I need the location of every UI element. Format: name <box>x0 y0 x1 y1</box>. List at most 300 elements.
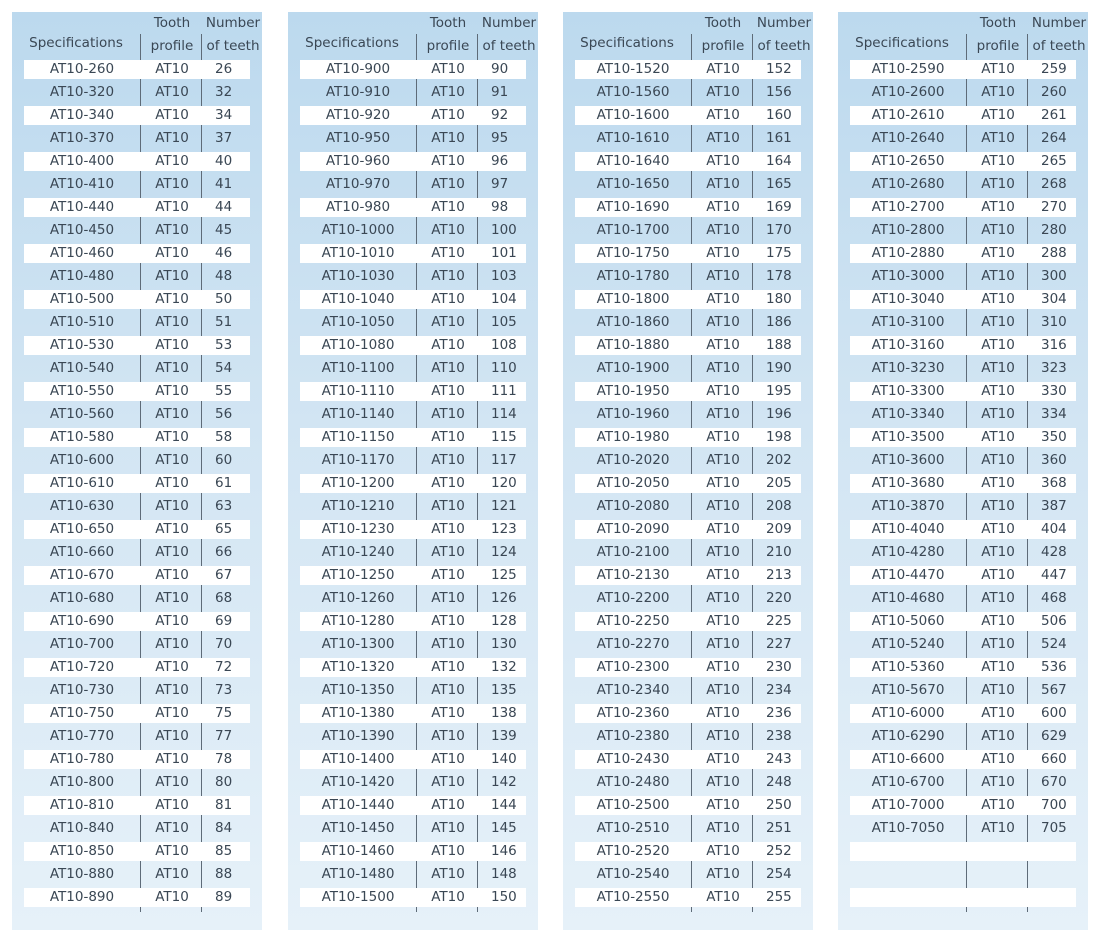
spec-cell: AT10-6290 <box>871 728 945 744</box>
spec-cell: AT10-1250 <box>321 567 395 583</box>
teeth-cell: 252 <box>766 843 792 859</box>
teeth-cell: 600 <box>1041 705 1067 721</box>
profile-cell: AT10 <box>706 337 740 353</box>
header-specifications: Specifications <box>580 35 674 51</box>
spec-cell: AT10-2510 <box>596 820 670 836</box>
profile-cell: AT10 <box>706 498 740 514</box>
teeth-cell: 135 <box>491 682 517 698</box>
profile-cell: AT10 <box>981 314 1015 330</box>
teeth-cell: 180 <box>766 291 792 307</box>
teeth-cell: 254 <box>766 866 792 882</box>
teeth-cell: 67 <box>215 567 233 583</box>
teeth-cell: 128 <box>491 613 517 629</box>
profile-cell: AT10 <box>981 544 1015 560</box>
spec-cell: AT10-4280 <box>871 544 945 560</box>
profile-cell: AT10 <box>981 199 1015 215</box>
spec-cell: AT10-690 <box>49 613 115 629</box>
profile-cell: AT10 <box>155 222 189 238</box>
profile-cell: AT10 <box>155 360 189 376</box>
profile-cell: AT10 <box>155 705 189 721</box>
spec-cell: AT10-500 <box>49 291 115 307</box>
spec-cell: AT10-1650 <box>596 176 670 192</box>
spec-cell: AT10-1960 <box>596 406 670 422</box>
profile-cell: AT10 <box>981 337 1015 353</box>
spec-cell: AT10-1690 <box>596 199 670 215</box>
table-row <box>838 196 1088 219</box>
spec-cell: AT10-2050 <box>596 475 670 491</box>
profile-cell: AT10 <box>155 682 189 698</box>
teeth-cell: 387 <box>1041 498 1067 514</box>
spec-cell: AT10-460 <box>49 245 115 261</box>
profile-cell: AT10 <box>431 521 465 537</box>
spec-cell: AT10-3680 <box>871 475 945 491</box>
table-row <box>288 150 538 173</box>
table-header <box>288 12 538 58</box>
profile-cell: AT10 <box>981 774 1015 790</box>
table-row <box>838 472 1088 495</box>
table-row <box>12 725 262 748</box>
header-specifications: Specifications <box>305 35 399 51</box>
table-row <box>838 541 1088 564</box>
spec-cell: AT10-630 <box>49 498 115 514</box>
profile-cell: AT10 <box>706 521 740 537</box>
teeth-cell: 334 <box>1041 406 1067 422</box>
spec-cell: AT10-660 <box>49 544 115 560</box>
spec-cell: AT10-1460 <box>321 843 395 859</box>
profile-cell: AT10 <box>155 84 189 100</box>
table-row <box>563 725 813 748</box>
table-row <box>838 426 1088 449</box>
table-row <box>288 265 538 288</box>
table-row <box>12 288 262 311</box>
spec-cell: AT10-340 <box>49 107 115 123</box>
teeth-cell: 140 <box>491 751 517 767</box>
profile-cell: AT10 <box>706 475 740 491</box>
profile-cell: AT10 <box>155 866 189 882</box>
profile-cell: AT10 <box>155 268 189 284</box>
teeth-cell: 227 <box>766 636 792 652</box>
teeth-cell: 40 <box>215 153 233 169</box>
teeth-cell: 78 <box>215 751 233 767</box>
spec-cell: AT10-1880 <box>596 337 670 353</box>
table-row <box>288 863 538 886</box>
header-tooth-profile-line1: Tooth <box>429 15 467 31</box>
teeth-cell: 238 <box>766 728 792 744</box>
spec-cell: AT10-1390 <box>321 728 395 744</box>
spec-cell: AT10-2130 <box>596 567 670 583</box>
table-row <box>12 564 262 587</box>
profile-cell: AT10 <box>431 222 465 238</box>
teeth-cell: 368 <box>1041 475 1067 491</box>
teeth-cell: 234 <box>766 682 792 698</box>
table-row <box>288 495 538 518</box>
table-row <box>12 449 262 472</box>
table-header <box>563 12 813 58</box>
table-row <box>12 357 262 380</box>
spec-cell: AT10-3300 <box>871 383 945 399</box>
table-row <box>288 702 538 725</box>
spec-cell: AT10-400 <box>49 153 115 169</box>
teeth-cell: 700 <box>1041 797 1067 813</box>
spec-cell: AT10-320 <box>49 84 115 100</box>
profile-cell: AT10 <box>706 268 740 284</box>
teeth-cell: 195 <box>766 383 792 399</box>
table-row <box>838 610 1088 633</box>
teeth-cell: 69 <box>215 613 233 629</box>
profile-cell: AT10 <box>981 383 1015 399</box>
table-row <box>563 104 813 127</box>
spec-cell: AT10-2640 <box>871 130 945 146</box>
teeth-cell: 316 <box>1041 337 1067 353</box>
profile-cell: AT10 <box>431 636 465 652</box>
profile-cell: AT10 <box>981 245 1015 261</box>
table-row <box>288 541 538 564</box>
profile-cell: AT10 <box>706 383 740 399</box>
profile-cell: AT10 <box>981 751 1015 767</box>
profile-cell: AT10 <box>981 498 1015 514</box>
table-row <box>563 610 813 633</box>
profile-cell: AT10 <box>981 107 1015 123</box>
profile-cell: AT10 <box>706 314 740 330</box>
teeth-cell: 468 <box>1041 590 1067 606</box>
table-row <box>288 725 538 748</box>
spec-cell: AT10-650 <box>49 521 115 537</box>
table-row <box>838 748 1088 771</box>
profile-cell: AT10 <box>155 452 189 468</box>
teeth-cell: 130 <box>491 636 517 652</box>
spec-cell: AT10-550 <box>49 383 115 399</box>
table-row <box>838 265 1088 288</box>
spec-cell: AT10-2380 <box>596 728 670 744</box>
spec-cell: AT10-2020 <box>596 452 670 468</box>
profile-cell: AT10 <box>706 61 740 77</box>
teeth-cell: 54 <box>215 360 233 376</box>
spec-cell: AT10-1750 <box>596 245 670 261</box>
teeth-cell: 144 <box>491 797 517 813</box>
header-tooth-profile <box>418 12 478 58</box>
header-number-of-teeth <box>1028 12 1090 58</box>
teeth-cell: 92 <box>491 107 509 123</box>
teeth-cell: 202 <box>766 452 792 468</box>
profile-cell: AT10 <box>431 199 465 215</box>
spec-cell: AT10-7000 <box>871 797 945 813</box>
table-row <box>563 58 813 81</box>
teeth-cell: 629 <box>1041 728 1067 744</box>
spec-cell: AT10-2270 <box>596 636 670 652</box>
teeth-cell: 41 <box>215 176 233 192</box>
teeth-cell: 50 <box>215 291 233 307</box>
table-row <box>12 380 262 403</box>
teeth-cell: 61 <box>215 475 233 491</box>
spec-cell: AT10-480 <box>49 268 115 284</box>
table-row <box>838 702 1088 725</box>
spec-cell: AT10-1240 <box>321 544 395 560</box>
spec-cell: AT10-1900 <box>596 360 670 376</box>
header-number-of-teeth <box>202 12 264 58</box>
teeth-cell: 169 <box>766 199 792 215</box>
teeth-cell: 360 <box>1041 452 1067 468</box>
table-row <box>12 771 262 794</box>
header-tooth-profile <box>693 12 753 58</box>
profile-cell <box>968 886 1028 909</box>
teeth-cell: 186 <box>766 314 792 330</box>
table-row <box>12 610 262 633</box>
teeth-cell: 447 <box>1041 567 1067 583</box>
spec-cell: AT10-2880 <box>871 245 945 261</box>
profile-cell: AT10 <box>431 314 465 330</box>
table-row <box>563 656 813 679</box>
table-row <box>563 886 813 909</box>
teeth-cell: 213 <box>766 567 792 583</box>
spec-cell: AT10-2540 <box>596 866 670 882</box>
profile-cell: AT10 <box>155 590 189 606</box>
table-row <box>288 564 538 587</box>
spec-cell: AT10-260 <box>49 61 115 77</box>
profile-cell <box>968 863 1028 886</box>
teeth-cell: 95 <box>491 130 509 146</box>
teeth-cell: 152 <box>766 61 792 77</box>
table-row <box>838 288 1088 311</box>
table-body <box>838 58 1088 909</box>
teeth-cell: 46 <box>215 245 233 261</box>
teeth-cell: 178 <box>766 268 792 284</box>
spec-cell: AT10-2550 <box>596 889 670 905</box>
spec-cell: AT10-770 <box>49 728 115 744</box>
teeth-cell: 225 <box>766 613 792 629</box>
spec-cell <box>850 886 966 909</box>
spec-cell: AT10-7050 <box>871 820 945 836</box>
profile-cell: AT10 <box>981 452 1015 468</box>
profile-cell: AT10 <box>431 268 465 284</box>
table-row <box>288 587 538 610</box>
spec-cell: AT10-1230 <box>321 521 395 537</box>
profile-cell: AT10 <box>155 406 189 422</box>
spec-cell: AT10-2480 <box>596 774 670 790</box>
header-tooth-profile-line2: profile <box>976 38 1020 54</box>
table-row <box>12 104 262 127</box>
profile-cell: AT10 <box>155 843 189 859</box>
profile-cell: AT10 <box>706 728 740 744</box>
table-row <box>563 380 813 403</box>
spec-cell: AT10-5240 <box>871 636 945 652</box>
profile-cell: AT10 <box>706 429 740 445</box>
table-row <box>838 725 1088 748</box>
teeth-cell: 48 <box>215 268 233 284</box>
teeth-cell: 175 <box>766 245 792 261</box>
table-row <box>288 311 538 334</box>
teeth-cell: 300 <box>1041 268 1067 284</box>
spec-cell: AT10-3000 <box>871 268 945 284</box>
profile-cell: AT10 <box>981 705 1015 721</box>
table-row <box>563 541 813 564</box>
teeth-cell: 90 <box>491 61 509 77</box>
table-row <box>12 656 262 679</box>
teeth-cell: 150 <box>491 889 517 905</box>
teeth-cell: 190 <box>766 360 792 376</box>
teeth-cell: 288 <box>1041 245 1067 261</box>
spec-cell: AT10-2610 <box>871 107 945 123</box>
profile-cell: AT10 <box>155 751 189 767</box>
table-row <box>838 771 1088 794</box>
table-row <box>838 633 1088 656</box>
table-row <box>838 564 1088 587</box>
table-row <box>563 472 813 495</box>
table-row <box>838 81 1088 104</box>
profile-cell: AT10 <box>706 406 740 422</box>
teeth-cell: 230 <box>766 659 792 675</box>
profile-cell: AT10 <box>155 567 189 583</box>
profile-cell: AT10 <box>981 360 1015 376</box>
teeth-cell: 220 <box>766 590 792 606</box>
profile-cell: AT10 <box>981 84 1015 100</box>
teeth-cell: 208 <box>766 498 792 514</box>
profile-cell: AT10 <box>431 245 465 261</box>
profile-cell: AT10 <box>706 567 740 583</box>
table-row <box>563 495 813 518</box>
header-number-of-teeth-line2: of teeth <box>1032 38 1086 54</box>
table-row <box>838 150 1088 173</box>
spec-cell: AT10-1210 <box>321 498 395 514</box>
table-row <box>12 242 262 265</box>
spec-cell: AT10-980 <box>325 199 391 215</box>
spec-cell: AT10-950 <box>325 130 391 146</box>
profile-cell: AT10 <box>155 176 189 192</box>
table-row <box>563 449 813 472</box>
spec-cell: AT10-6600 <box>871 751 945 767</box>
spec-table-4 <box>838 12 1088 930</box>
table-row <box>12 127 262 150</box>
spec-cell: AT10-3040 <box>871 291 945 307</box>
profile-cell: AT10 <box>706 751 740 767</box>
profile-cell: AT10 <box>981 521 1015 537</box>
header-number-of-teeth-line1: Number <box>481 15 537 31</box>
table-row <box>563 403 813 426</box>
table-row <box>563 633 813 656</box>
table-row <box>12 633 262 656</box>
profile-cell: AT10 <box>706 452 740 468</box>
spec-cell: AT10-1150 <box>321 429 395 445</box>
teeth-cell: 85 <box>215 843 233 859</box>
spec-cell: AT10-2680 <box>871 176 945 192</box>
table-row <box>838 173 1088 196</box>
profile-cell: AT10 <box>706 590 740 606</box>
teeth-cell: 705 <box>1041 820 1067 836</box>
teeth-cell: 80 <box>215 774 233 790</box>
table-row <box>838 242 1088 265</box>
table-row <box>288 58 538 81</box>
spec-cell: AT10-1450 <box>321 820 395 836</box>
profile-cell: AT10 <box>706 820 740 836</box>
spec-cell: AT10-2430 <box>596 751 670 767</box>
profile-cell: AT10 <box>706 843 740 859</box>
profile-cell: AT10 <box>431 383 465 399</box>
table-row <box>12 794 262 817</box>
spec-cell: AT10-440 <box>49 199 115 215</box>
teeth-cell: 60 <box>215 452 233 468</box>
header-number-of-teeth-line1: Number <box>756 15 812 31</box>
teeth-cell: 58 <box>215 429 233 445</box>
header-number-of-teeth-line1: Number <box>1031 15 1087 31</box>
teeth-cell: 91 <box>491 84 509 100</box>
teeth-cell: 404 <box>1041 521 1067 537</box>
profile-cell: AT10 <box>431 659 465 675</box>
table-body <box>288 58 538 909</box>
teeth-cell: 310 <box>1041 314 1067 330</box>
table-row <box>288 633 538 656</box>
profile-cell: AT10 <box>431 544 465 560</box>
table-row <box>12 403 262 426</box>
table-row <box>563 564 813 587</box>
teeth-cell: 44 <box>215 199 233 215</box>
profile-cell: AT10 <box>431 889 465 905</box>
spec-cell: AT10-960 <box>325 153 391 169</box>
spec-cell: AT10-3870 <box>871 498 945 514</box>
profile-cell: AT10 <box>981 61 1015 77</box>
table-row <box>12 679 262 702</box>
table-row <box>12 311 262 334</box>
profile-cell: AT10 <box>431 613 465 629</box>
spec-cell: AT10-1050 <box>321 314 395 330</box>
spec-cell: AT10-530 <box>49 337 115 353</box>
table-row <box>838 104 1088 127</box>
teeth-cell: 261 <box>1041 107 1067 123</box>
teeth-cell: 117 <box>491 452 517 468</box>
profile-cell: AT10 <box>706 613 740 629</box>
teeth-cell: 108 <box>491 337 517 353</box>
profile-cell: AT10 <box>155 613 189 629</box>
spec-cell: AT10-2360 <box>596 705 670 721</box>
profile-cell: AT10 <box>155 291 189 307</box>
table-row <box>12 173 262 196</box>
table-row <box>288 288 538 311</box>
spec-cell: AT10-4680 <box>871 590 945 606</box>
table-row <box>12 219 262 242</box>
table-row <box>838 334 1088 357</box>
spec-cell: AT10-5060 <box>871 613 945 629</box>
profile-cell: AT10 <box>706 199 740 215</box>
spec-cell: AT10-750 <box>49 705 115 721</box>
table-row <box>288 610 538 633</box>
spec-cell: AT10-1030 <box>321 268 395 284</box>
table-row <box>838 656 1088 679</box>
profile-cell: AT10 <box>431 107 465 123</box>
profile-cell: AT10 <box>706 245 740 261</box>
table-row <box>563 150 813 173</box>
table-row <box>288 748 538 771</box>
teeth-cell: 170 <box>766 222 792 238</box>
teeth-cell: 304 <box>1041 291 1067 307</box>
spec-cell: AT10-720 <box>49 659 115 675</box>
profile-cell: AT10 <box>981 475 1015 491</box>
spec-cell: AT10-610 <box>49 475 115 491</box>
teeth-cell: 251 <box>766 820 792 836</box>
teeth-cell: 55 <box>215 383 233 399</box>
spec-cell: AT10-900 <box>325 61 391 77</box>
profile-cell: AT10 <box>431 728 465 744</box>
teeth-cell: 161 <box>766 130 792 146</box>
profile-cell: AT10 <box>706 360 740 376</box>
teeth-cell: 148 <box>491 866 517 882</box>
spec-cell: AT10-850 <box>49 843 115 859</box>
table-row <box>12 541 262 564</box>
spec-cell: AT10-1110 <box>321 383 395 399</box>
spec-cell: AT10-1080 <box>321 337 395 353</box>
table-row <box>12 863 262 886</box>
table-row <box>563 288 813 311</box>
spec-cell: AT10-1640 <box>596 153 670 169</box>
table-row <box>288 840 538 863</box>
table-row <box>12 81 262 104</box>
